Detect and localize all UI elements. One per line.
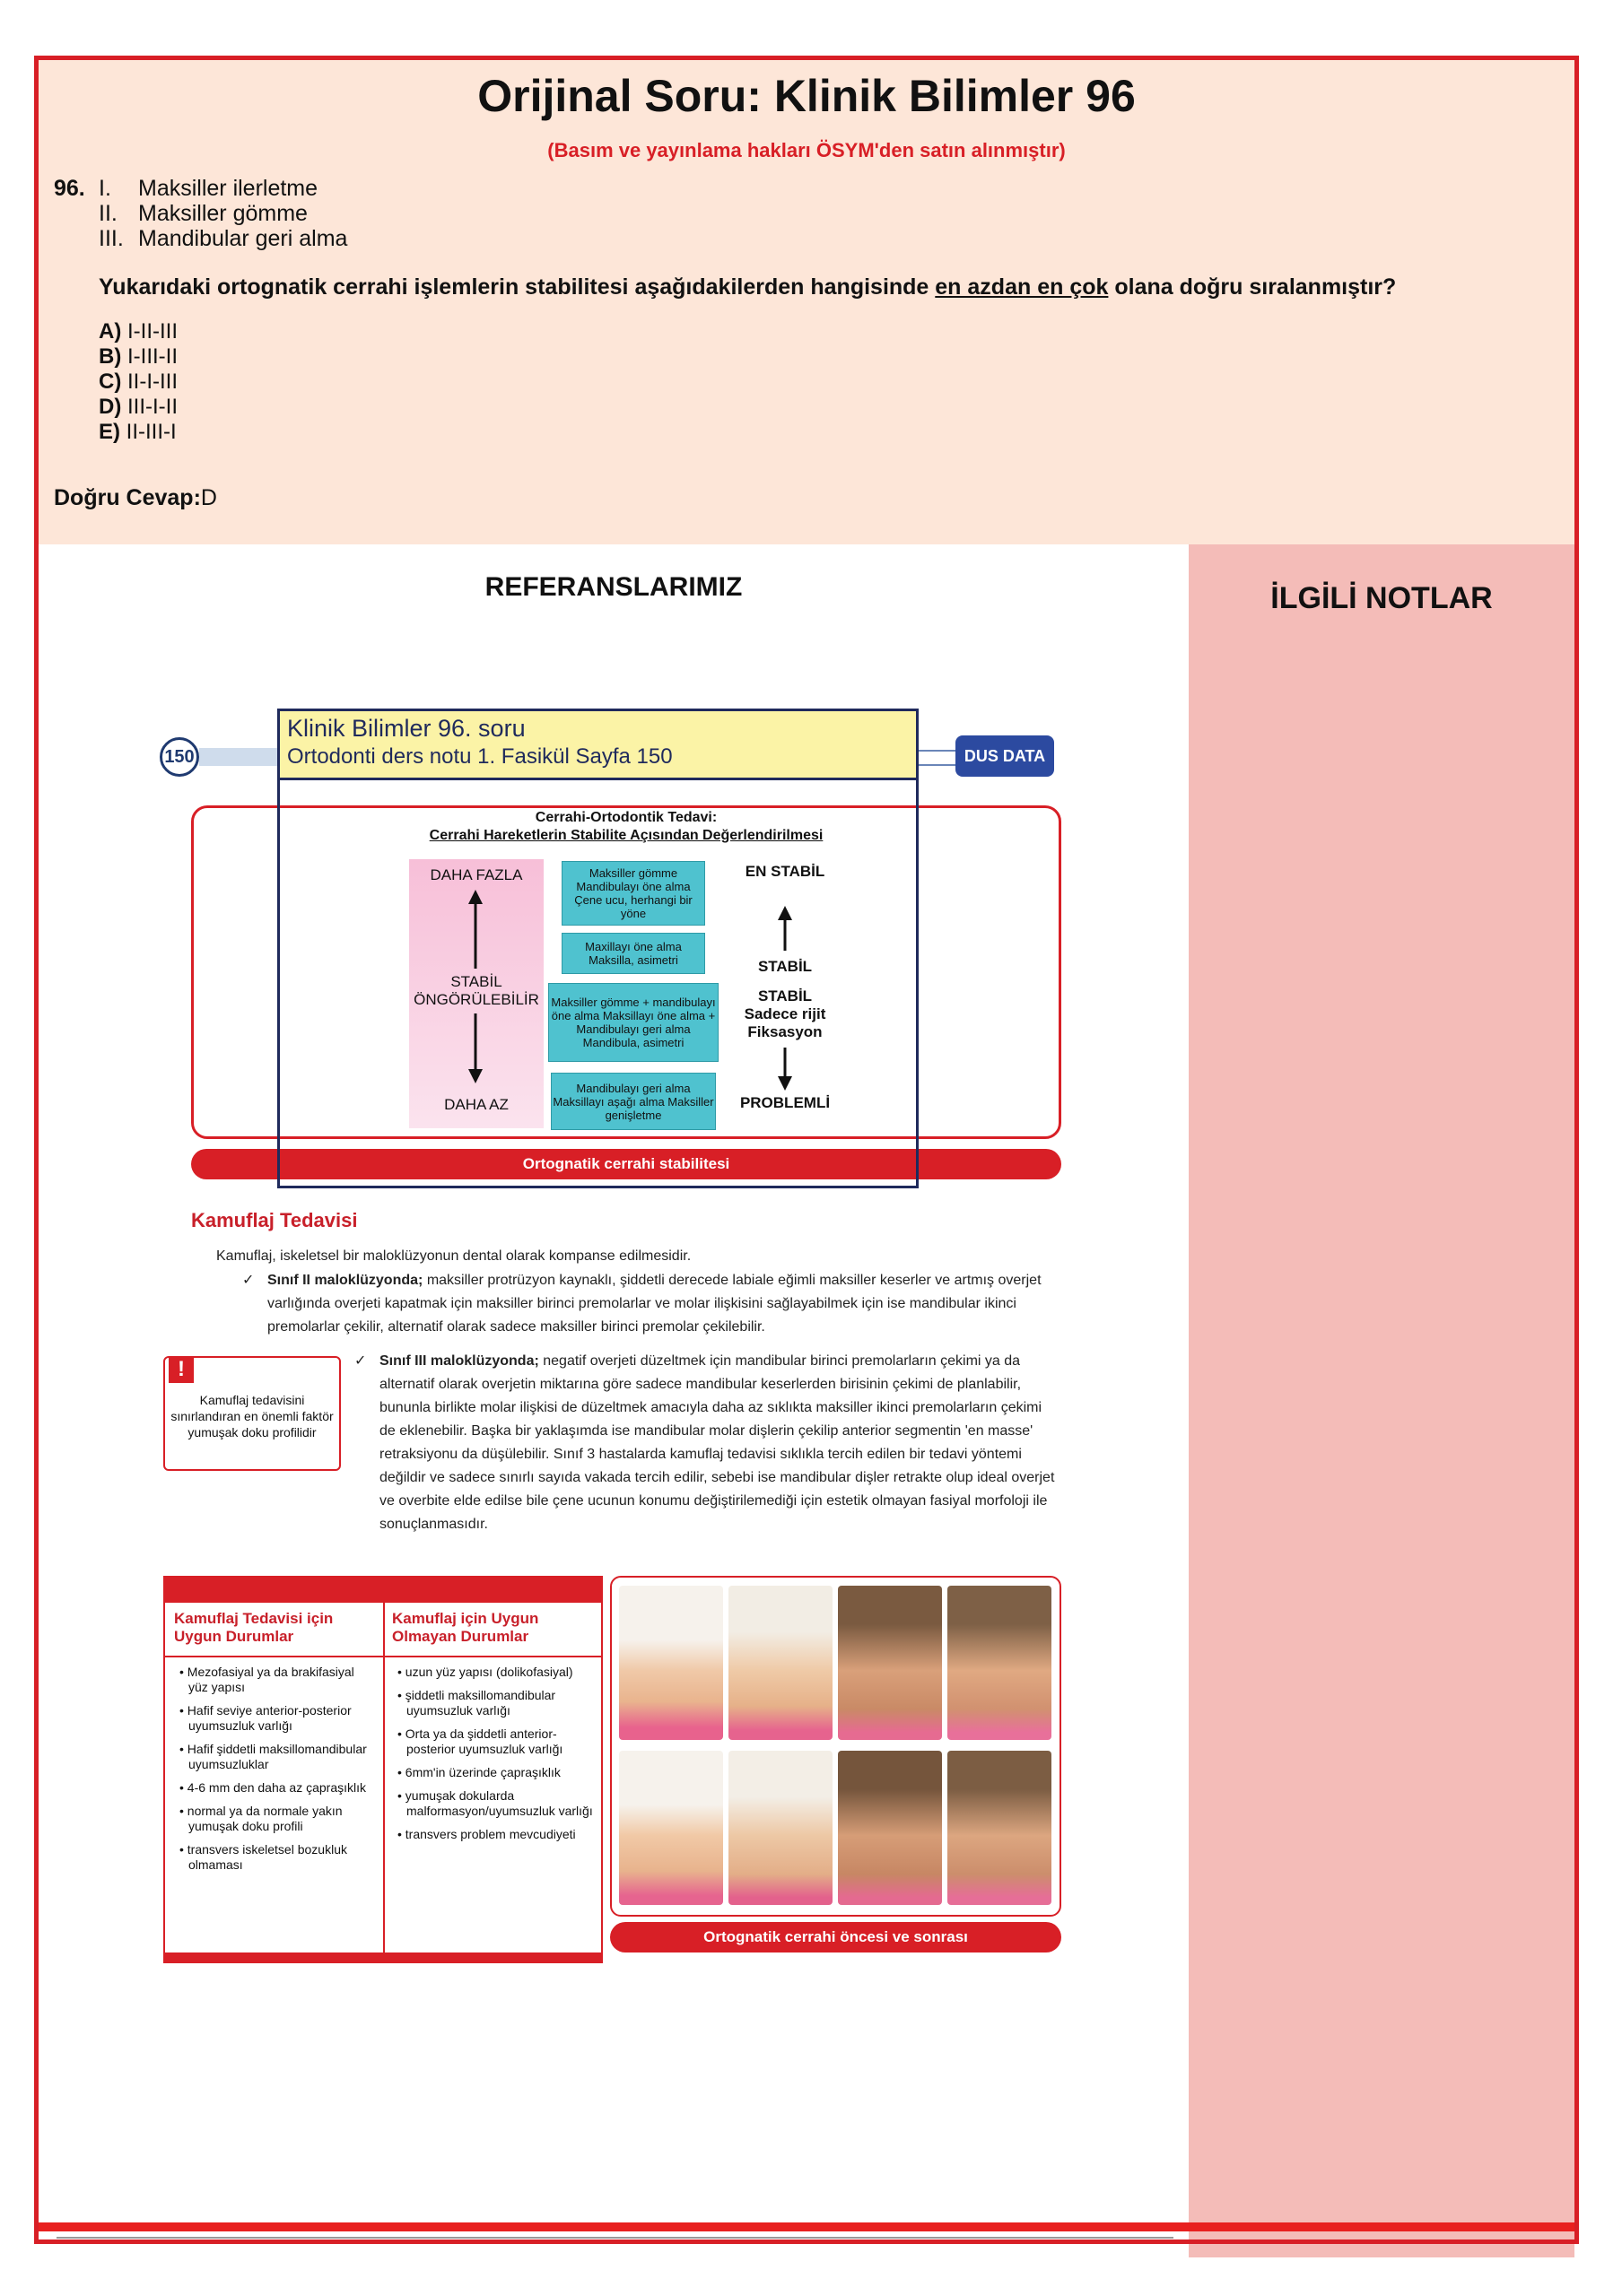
page-number-badge: 150 xyxy=(160,737,199,777)
table-col1-header: Kamuflaj Tedavisi için Uygun Durumlar xyxy=(174,1610,334,1645)
bottom-rule xyxy=(39,2222,1574,2231)
patient-photo xyxy=(619,1751,723,1905)
label-rigid-fixation: STABİL Sadece rijit Fiksasyon xyxy=(744,987,826,1040)
question-number: 96. xyxy=(54,176,85,201)
camouflage-intro: Kamuflaj, iskeletsel bir maloklüzyonun dental olarak kompanse edilmesidir. xyxy=(216,1248,692,1264)
patient-photo xyxy=(619,1586,723,1740)
statement-3: III. Mandibular geri alma xyxy=(99,226,348,251)
photo-caption: Ortognatik cerrahi öncesi ve sonrası xyxy=(610,1922,1061,1952)
list-item: • 4-6 mm den daha az çapraşıklık xyxy=(179,1780,366,1795)
table-header-bar xyxy=(163,1576,603,1603)
list-item: • Mezofasiyal ya da brakifasiyal yüz yapısı xyxy=(179,1665,354,1694)
logo-stripes xyxy=(919,750,956,766)
reference-question: Klinik Bilimler 96. soru xyxy=(287,715,526,742)
list-item: • transvers iskeletsel bozukluk olmaması xyxy=(179,1842,347,1872)
label-predictable: STABİL ÖNGÖRÜLEBİLİR xyxy=(414,973,539,1008)
list-item: • Hafif şiddetli maksillomandibular uyumsuzluklar xyxy=(179,1742,367,1771)
callout-text: Kamuflaj tedavisini sınırlandıran en önemli faktör yumuşak doku profilidir xyxy=(170,1393,334,1439)
diagram-title: Cerrahi-Ortodontik Tedavi: xyxy=(535,810,718,825)
list-item: • uzun yüz yapısı (dolikofasiyal) xyxy=(397,1665,573,1679)
references-title: REFERANSLARIMIZ xyxy=(484,572,743,602)
option-d: D) III-I-II xyxy=(99,395,178,419)
diagram-subtitle: Cerrahi Hareketlerin Stabilite Açısından Değerlendirilmesi xyxy=(429,828,824,843)
statement-1: I. Maksiller ilerletme xyxy=(99,176,318,201)
movement-box-rigid-fixation: Maksiller gömme + mandibulayı öne alma Maksillayı öne alma + Mandibulayı geri alma Mandibula, asimetri xyxy=(548,983,719,1062)
table-col2-header: Kamuflaj için Uygun Olmayan Durumlar xyxy=(392,1610,539,1645)
class3-paragraph: Sınıf III maloklüzyonda; negatif overjeti düzeltmek için mandibular birinci premolarların çekimi ya da alternatif olarak overjetin miktarına göre sadece mandibular keserlerden birisinin çekimi de planlabilir, bununla birlikte molar ilişkisi de düzeltmek amacıyla daha az sıklıkta maksiller ikinci premolarların çekimi de eklenebilir. Başka bir yaklaşımda ise mandibular molar dişlerin çekilip anterior segmentin 'en masse' retraksiyonu da düşülebilir. Sınıf 3 hastalarda kamuflaj tedavisi sıklıkla tercih edilen bir tedavi yöntemi değildir ve sadece sınırlı sayıda vakada tercih edilir, sebebi ise mandibular dişler retrakte olup ideal overjet ve overbite elde edilse bile çene ucunun konumu değiştirilemediği için estetik olmayan fasiyal morfoloji ile sonuçlanmasıdır. xyxy=(379,1353,1055,1532)
label-problematic: PROBLEMLİ xyxy=(739,1094,831,1111)
patient-photo xyxy=(728,1751,833,1905)
option-a: A) I-II-III xyxy=(99,319,178,344)
page-title: Orijinal Soru: Klinik Bilimler 96 xyxy=(477,71,1136,121)
option-e: E) II-III-I xyxy=(99,420,177,444)
label-stable: STABİL xyxy=(757,958,813,975)
statement-2: II. Maksiller gömme xyxy=(99,201,308,226)
list-item: • yumuşak dokularda malformasyon/uyumsuzluk varlığı xyxy=(397,1788,593,1818)
reference-source-box xyxy=(277,709,919,780)
list-item: • transvers problem mevcudiyeti xyxy=(397,1827,576,1841)
patient-photo xyxy=(947,1586,1051,1740)
table-col2-list xyxy=(397,1665,597,1850)
movement-box-stable: Maxillayı öne alma Maksilla, asimetri xyxy=(562,933,705,974)
bottom-thin-rule xyxy=(57,2237,1173,2239)
table-col1-list xyxy=(179,1665,375,1881)
class2-paragraph: Sınıf II maloklüzyonda; maksiller protrüzyon kaynaklı, şiddetli derecede labiale eğimli maksiller keserler ve artmış overjet varlığında overjeti kapatmak için maksiller birinci premolarlar ve molar ilişkisini sağlayabilmek için ise mandibular ikinci premolarlar çekilir, alternatif olarak sadece maksiller birinci premolar çekilebilir. xyxy=(267,1273,1042,1335)
reference-location: Ortodonti ders notu 1. Fasikül Sayfa 150 xyxy=(287,744,673,769)
copyright-note: (Basım ve yayınlama hakları ÖSYM'den satın alınmıştır) xyxy=(547,139,1066,161)
label-more: DAHA FAZLA xyxy=(430,866,523,883)
camouflage-title: Kamuflaj Tedavisi xyxy=(191,1209,358,1231)
table-footer-bar xyxy=(163,1952,603,1963)
page-number-bar xyxy=(199,748,280,766)
list-item: • normal ya da normale yakın yumuşak doku profili xyxy=(179,1804,343,1833)
patient-photo xyxy=(838,1586,942,1740)
list-item: • şiddetli maksillomandibular uyumsuzluk varlığı xyxy=(397,1688,556,1718)
option-c: C) II-I-III xyxy=(99,370,178,394)
label-less: DAHA AZ xyxy=(444,1096,509,1113)
warning-icon: ! xyxy=(169,1356,194,1383)
reference-highlight-frame xyxy=(277,778,919,1188)
diagram-caption: Ortognatik cerrahi stabilitesi xyxy=(191,1149,1061,1179)
patient-photo xyxy=(947,1751,1051,1905)
list-item: • Orta ya da şiddetli anterior-posterior uyumsuzluk varlığı xyxy=(397,1726,563,1756)
movement-box-most-stable: Maksiller gömme Mandibulayı öne alma Çene ucu, herhangi bir yöne xyxy=(562,861,705,926)
list-item: • Hafif seviye anterior-posterior uyumsuzluk varlığı xyxy=(179,1703,352,1733)
check-icon-class3: ✓ xyxy=(354,1353,367,1369)
table-header-rule xyxy=(163,1656,603,1657)
movement-box-problematic: Mandibulayı geri alma Maksillayı aşağı alma Maksiller genişletme xyxy=(551,1073,716,1130)
notes-title: İLGİLİ NOTLAR xyxy=(1270,581,1493,615)
label-most-stable: EN STABİL xyxy=(745,863,825,880)
correct-answer: Doğru Cevap:D xyxy=(54,485,217,510)
option-b: B) I-III-II xyxy=(99,344,178,369)
patient-photo xyxy=(838,1751,942,1905)
question-text: Yukarıdaki ortognatik cerrahi işlemlerin stabilitesi aşağıdakilerden hangisinde en azdan en çok olana doğru sıralanmıştır? xyxy=(99,274,1397,300)
dus-data-logo: DUS DATA xyxy=(955,735,1054,777)
check-icon-class2: ✓ xyxy=(242,1273,255,1288)
list-item: • 6mm'in üzerinde çapraşıklık xyxy=(397,1765,561,1779)
patient-photo xyxy=(728,1586,833,1740)
